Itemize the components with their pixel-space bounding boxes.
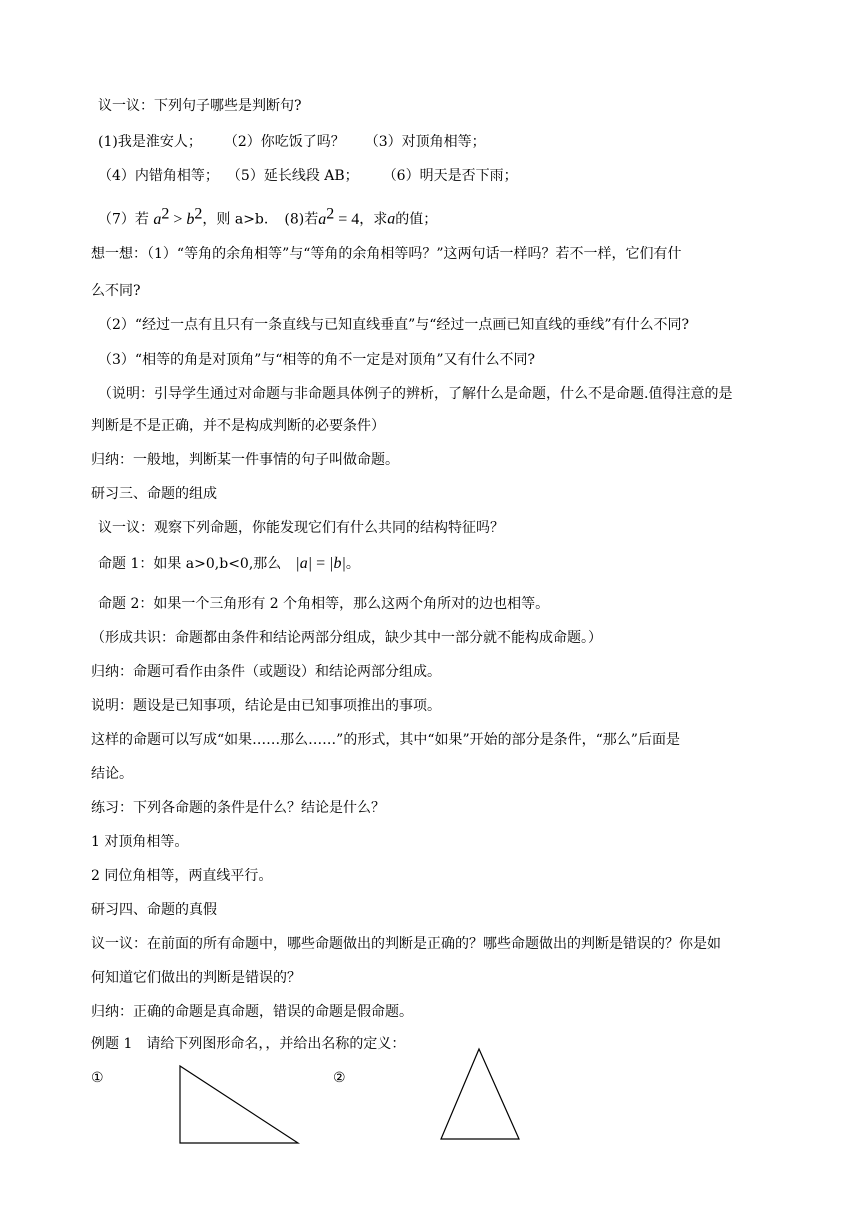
exercise-prompt: 练习：下列各命题的条件是什么？结论是什么？ <box>91 800 385 816</box>
isosceles-triangle-figure <box>441 1049 519 1139</box>
discussion-prompt-1: 议一议：下列句子哪些是判断句? <box>98 98 302 114</box>
proposition-1: 命题 1：如果 a>0,b<0,那么 |a| = |b|。 <box>98 555 360 572</box>
sentence-8-suffix: ，求 <box>359 211 388 228</box>
example-1-prompt: 例题 1 请给下列图形命名，，并给出名称的定义： <box>91 1036 406 1052</box>
sentence-6: （6）明天是否下雨； <box>382 168 518 184</box>
sentence-8-end: 的值； <box>395 211 438 228</box>
sentence-3: （3）对顶角相等； <box>364 134 486 150</box>
proposition-2: 命题 2：如果一个三角形有 2 个角相等，那么这两个角所对的边也相等。 <box>98 596 550 612</box>
sentence-1: (1)我是淮安人； <box>98 134 202 150</box>
figure-1-label: ① <box>91 1070 104 1086</box>
summary-definition: 归纳：一般地，判断某一件事情的句子叫做命题。 <box>91 452 399 468</box>
sentence-4: （4）内错角相等； <box>98 168 219 184</box>
sentence-8-prefix: (8)若 <box>284 211 319 228</box>
discussion-prompt-2: 议一议：观察下列命题，你能发现它们有什么共同的结构特征吗？ <box>98 520 504 536</box>
think-prompt-line-1: 想一想：（1）“等角的余角相等”与“等角的余角相等吗？”这两句话一样吗？若不一样，它们有什 <box>91 246 682 262</box>
figure-2-label: ② <box>333 1070 346 1086</box>
note-line-2: 判断是不是正确，并不是构成判断的必要条件） <box>91 418 385 434</box>
form-description-line-1: 这样的命题可以写成“如果……那么……”的形式，其中“如果”开始的部分是条件，“那么”后面是 <box>91 732 680 748</box>
explanation-line: 说明：题设是已知事项，结论是由已知事项推出的事项。 <box>91 698 441 714</box>
section-heading-3: 研习三、命题的组成 <box>91 486 217 502</box>
sentence-list-row-3: （7）若 $a^2 > b^2$，则 a>b. (8)若$a^2 = 4$，求a的值； <box>98 205 438 228</box>
sentence-7-prefix: （7）若 <box>98 211 149 228</box>
sentence-7-conclusion: ，则 a>b. <box>202 211 269 228</box>
section-heading-4: 研习四、命题的真假 <box>91 902 217 918</box>
sentence-2: （2）你吃饭了吗？ <box>223 134 345 150</box>
math-abs-a-eq-abs-b: |a| = |b| <box>295 555 346 572</box>
sentence-5: （5）延长线段 AB； <box>226 168 359 184</box>
exercise-item-2: 2 同位角相等，两直线平行。 <box>91 868 273 884</box>
math-a-squared-gt-b-squared: $a^2 > b^2$ <box>153 205 203 228</box>
right-triangle-figure <box>180 1066 298 1143</box>
summary-truth: 归纳：正确的命题是真命题，错误的命题是假命题。 <box>91 1004 413 1020</box>
form-description-line-2: 结论。 <box>91 766 133 782</box>
consensus-note: （形成共识：命题都由条件和结论两部分组成，缺少其中一部分就不能构成命题。） <box>91 630 602 646</box>
think-question-2: （2）“经过一点有且只有一条直线与已知直线垂直”与“经过一点画已知直线的垂线”有什么不同? <box>98 317 690 333</box>
think-prompt-line-2: 么不同? <box>91 283 141 299</box>
note-line-1: （说明：引导学生通过对命题与非命题具体例子的辨析，了解什么是命题，什么不是命题.值得注意的是 <box>98 386 733 402</box>
summary-composition: 归纳：命题可看作由条件（或题设）和结论两部分组成。 <box>91 664 441 680</box>
discussion-prompt-3-line-1: 议一议：在前面的所有命题中，哪些命题做出的判断是正确的？哪些命题做出的判断是错误的？你是如 <box>91 936 721 952</box>
math-a-squared-eq-4: $a^2 = 4$ <box>318 205 360 228</box>
discussion-prompt-3-line-2: 何知道它们做出的判断是错误的？ <box>91 970 301 986</box>
exercise-item-1: 1 对顶角相等。 <box>91 834 189 850</box>
think-question-3: （3）“相等的角是对顶角”与“相等的角不一定是对顶角”又有什么不同? <box>98 352 536 368</box>
